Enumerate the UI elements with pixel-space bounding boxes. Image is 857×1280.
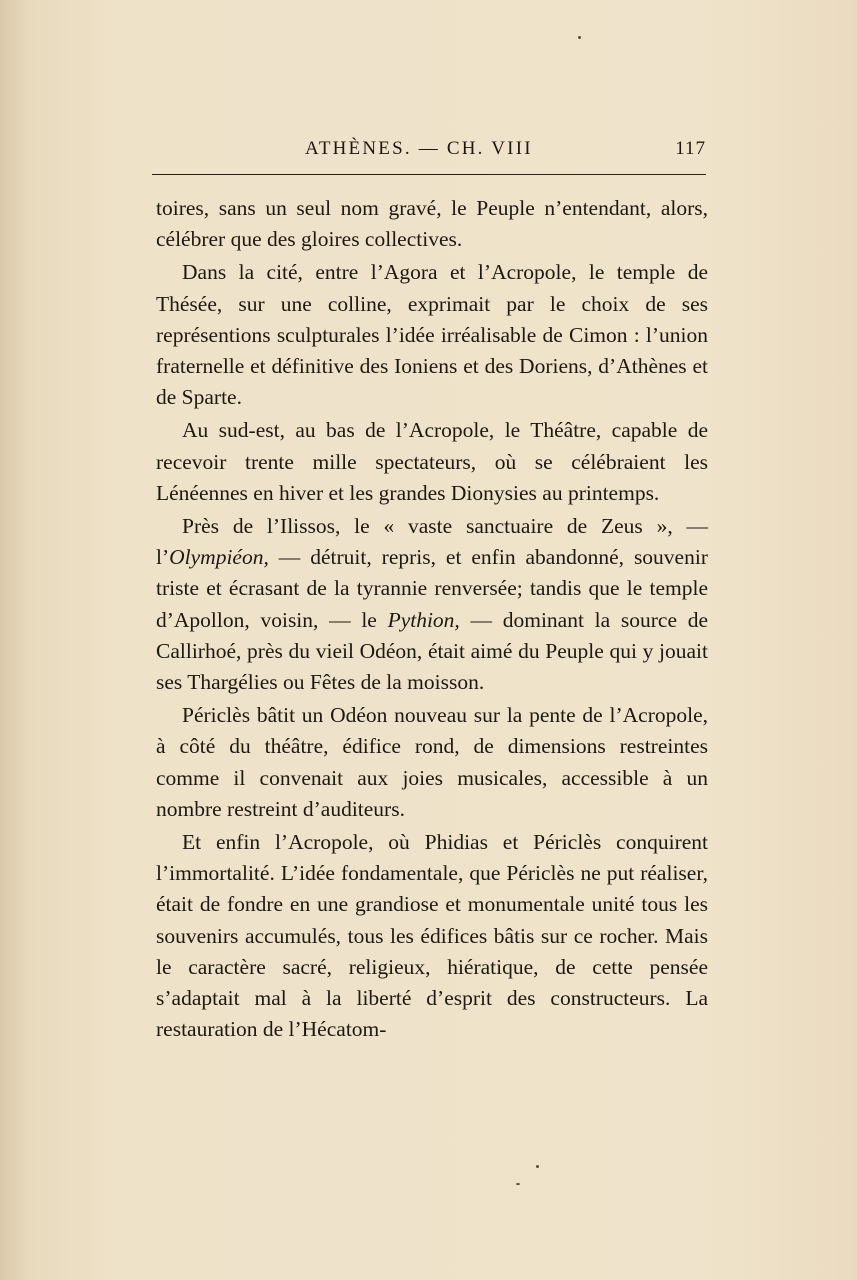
paragraph-text: toires, sans un seul nom gravé, le Peuple n’entendant, alors, célébrer que des gloires collectives. [156,196,708,252]
body-text [156,193,708,1045]
paragraph-text: Dans la cité, entre l’Agora et l’Acropole, le temple de Thésée, sur une colline, exprimait par le choix de ses représentions sculpturales l’idée irréalisable de Cimon : l’union fraternelle et définitive des Ioniens et des Doriens, d’Athènes et de Sparte. [156,260,708,410]
paragraph [156,415,708,509]
paragraph-text: Périclès bâtit un Odéon nouveau sur la pente de l’Acropole, à côté du théâtre, édifice rond, de dimensions restreintes comme il convenait aux joies musicales, accessible à un nombre restreint d’auditeurs. [156,703,708,821]
paragraph [156,257,708,413]
page-number: 117 [675,138,706,159]
header-rule [152,174,706,175]
running-title: ATHÈNES. — CH. VIII [305,138,533,159]
paragraph [156,827,708,1045]
italic-term: Olympiéon, [169,545,269,570]
paper-speck [536,1165,539,1168]
paper-speck [578,36,581,39]
page-header [155,138,706,164]
paragraph-text: — dominant la source de Callirhoé, près du vieil Odéon, était aimé du Peuple qui y jouait ses Thargélies ou Fêtes de la moisson. [156,607,708,695]
paragraph-text: Au sud-est, au bas de l’Acropole, le Théâtre, capable de recevoir trente mille spectateurs, où se célébraient les Lénéennes en hiver et les grandes Dionysies au printemps. [156,418,708,505]
paragraph-text: Et enfin l’Acropole, où Phidias et Périclès conquirent l’immortalité. L’idée fondamentale, que Périclès ne put réaliser, était de fondre en une grandiose et monumentale unité tous les souvenirs accumulés, tous les édifices bâtis sur ce rocher. Mais le caractère sacré, religieux, hiératique, de cette pensée s’adaptait mal à la liberté d’esprit des constructeurs. La restauration de l’Hécatom- [156,830,708,1042]
paragraph [156,700,708,825]
paragraph [156,193,708,255]
paragraph [156,511,708,698]
paragraph-text: — détruit, repris, et enfin abandonné, souvenir triste et écrasant de la tyrannie renversée; tandis que le temple d’Apollon, voisin, — le [156,545,708,632]
paper-speck [516,1183,520,1185]
paragraph-text: Près de l’Ilissos, le « vaste sanctuaire de Zeus », — l’ [156,514,708,570]
italic-term: Pythion, [387,607,460,632]
